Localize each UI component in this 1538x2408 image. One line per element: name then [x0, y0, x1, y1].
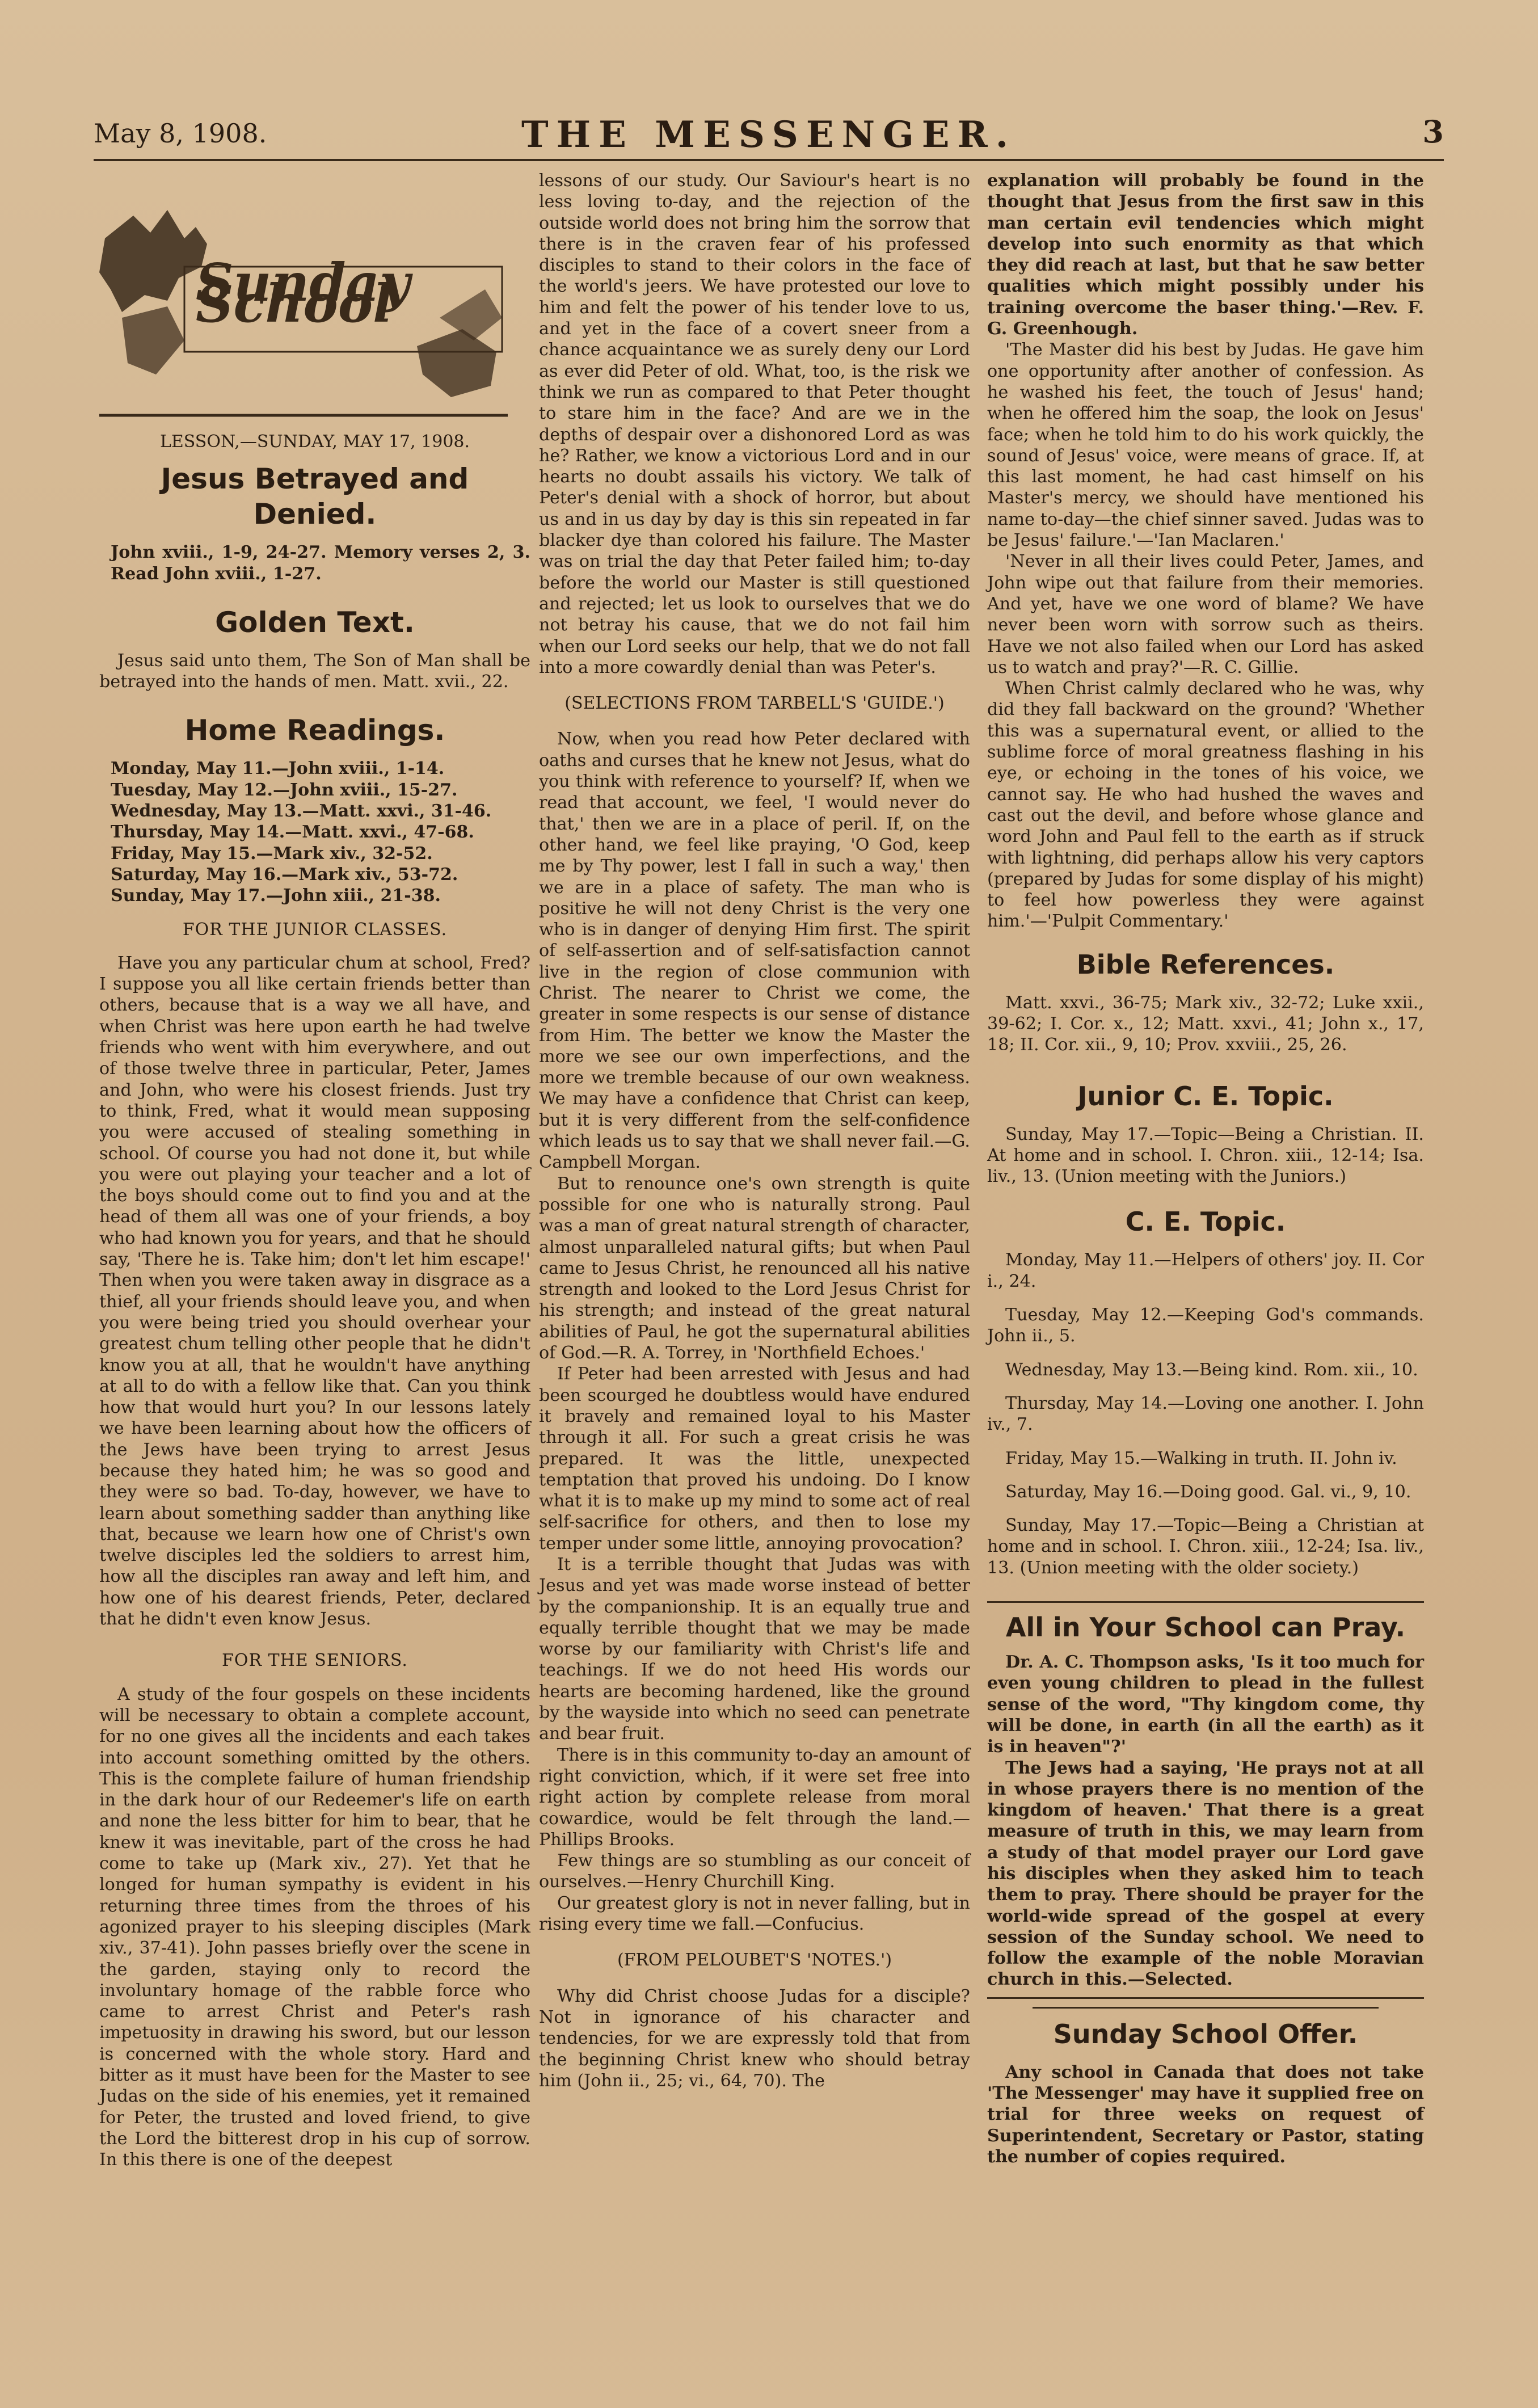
pray-paragraph: The Jews had a saying, 'He prays not at all in whose prayers there is no mention of the kingdom of heaven.' That there is a great measure of truth in this, we may learn from a study of that model prayer our Lord gave his disciples when they asked him to teach them to pray. There should be prayer for the world-wide spread of the gospel at every session of the Sunday school. We need to follow the example of the noble Moravian church in this.—Selected.: [987, 1758, 1424, 1990]
column-2-paragraph: But to renounce one's own strength is quite possible for one who is naturally strong. Paul was a man of great natural strength of character, almost unparalleled natural gifts; but when Paul came to Jesus Christ, he renounced all his native strength and looked to the Lord Jesus Christ for his strength; and instead of the great natural abilities of Paul, he got the supernatural abilities of God.—R. A. Torrey, in 'Northfield Echoes.': [539, 1173, 970, 1363]
golden-text-heading: Golden Text.: [215, 605, 415, 639]
bible-references-text: Matt. xxvi., 36-75; Mark xiv., 32-72; Luke xxii., 39-62; I. Cor. x., 12; Matt. xxvi., 41; John x., 17, 18; II. Cor. xii., 9, 10; Prov. xxviii., 25, 26.: [987, 992, 1424, 1055]
column-3-paragraph: explanation will probably be found in the thought that Jesus from the first saw in this man certain evil tendencies which might develop into such enormity as that which they did reach at last, but that he saw better qualities which might possibly under his training overcome the baser thing.'—Rev. F. G. Greenhough.: [987, 171, 1424, 339]
seniors-text: A study of the four gospels on these incidents will be necessary to obtain a complete account, for no one gives all the incidents and each takes into account something omitted by the others. This is the complete failure of human friendship in the dark hour of our Redeemer's life on earth and none the less bitter for him to bear, that he knew it was inevitable, part of the cross he had come to take up (Mark xiv., 27). Yet that he longed for human sympathy is evident in his returning three times from the throes of his agonized prayer to his sleeping disciples (Mark xiv., 37-41). John passes briefly over the scene in the garden, staying only to record the involuntary homage of the rabble force who came to arrest Christ and Peter's rash impetuosity in drawing his sword, but our lesson is concerned with the whole story. Hard and bitter as it must have been for the Master to see Judas on the side of his enemies, yet it remained for Peter, the trusted and loved friend, to give the Lord the bitterest drop in his cup of sorrow. In this there is one of the deepest: [99, 1684, 530, 2170]
column-2: [539, 170, 970, 2091]
column-3-paragraph: 'Never in all their lives could Peter, James, and John wipe out that failure from their memories. And yet, have we one word of blame? We have never been worn with sorrow such as theirs. Have we not also failed when our Lord has asked us to watch and pray?'—R. C. Gillie.: [987, 552, 1424, 677]
ce-topic-item: Friday, May 15.—Walking in truth. II. John iv.: [1005, 1448, 1397, 1468]
seniors-heading: FOR THE SENIORS.: [222, 1651, 408, 1671]
ce-topic-item: Sunday, May 17.—Topic—Being a Christian at home and in school. I. Chron. xiii., 12-24; Isa. liv., 13. (Union meeting with the older society.): [987, 1515, 1424, 1578]
ce-topic-item: Tuesday, May 12.—Keeping God's commands. John ii., 5.: [987, 1305, 1424, 1346]
column-1: [99, 170, 530, 2170]
junior-ce-topic-heading: Junior C. E. Topic.: [1077, 1080, 1334, 1112]
junior-classes-text: Have you any particular chum at school, Fred? I suppose you all like certain friends better than others, because that is a way we all have, and when Christ was here upon earth he had twelve friends who went with him everywhere, and out of those twelve three in particular, Peter, James and John, who were his closest friends. Just try to think, Fred, what it would mean supposing you were accused of stealing something in school. Of course you had not done it, but while you were out playing your teacher and a lot of the boys should come out to find you and at the head of them all was one of your friends, a boy who had known you for years, and that he should say, 'There he is. Take him; don't let him escape!' Then when you were taken away in disgrace as a thief, all your friends should leave you, and when you were being tried you should overhear your greatest chum telling other people that he didn't know you at all, that he wouldn't have anything at all to do with a fellow like that. Can you think how that would hurt you? In our lessons lately we have been learning about how the officers of the Jews have been trying to arrest Jesus because they hated him; he was so good and they were so bad. To-day, however, we have to learn about something sadder than anything like that, because we learn how one of Christ's own twelve disciples led the soldiers to arrest him, how all the disciples ran away and left him, and how one of his dearest friends, Peter, declared that he didn't even know Jesus.: [99, 953, 530, 1630]
ce-topic-heading: C. E. Topic.: [1125, 1206, 1286, 1237]
lesson-date-line: LESSON,—SUNDAY, MAY 17, 1908.: [159, 432, 470, 452]
logo-caption: Sunday School: [196, 252, 410, 335]
home-reading-item: Saturday, May 16.—Mark xiv., 53-72.: [111, 864, 458, 885]
home-reading-item: Friday, May 15.—Mark xiv., 32-52.: [111, 843, 433, 864]
home-reading-item: Wednesday, May 13.—Matt. xxvi., 31-46.: [111, 801, 492, 822]
golden-text: Jesus said unto them, The Son of Man shall be betrayed into the hands of men. Matt. xvii., 22.: [99, 650, 530, 692]
lesson-verses: John xviii., 1-9, 24-27. Memory verses 2, 3. Read John xviii., 1-27.: [111, 542, 530, 584]
tarbell-heading: (SELECTIONS FROM TARBELL'S 'GUIDE.'): [564, 693, 945, 714]
ce-topic-item: Thursday, May 14.—Loving one another. I. John iv., 7.: [987, 1393, 1424, 1435]
column-3: [987, 170, 1424, 2167]
peloubet-heading: (FROM PELOUBET'S 'NOTES.'): [617, 1950, 892, 1971]
pray-paragraph: Dr. A. C. Thompson asks, 'Is it too much for even young children to plead in the fullest sense of the word, "Thy kingdom come, thy will be done, in earth (in all the earth) as it is in heaven"?': [987, 1652, 1424, 1757]
home-readings-heading: Home Readings.: [184, 714, 445, 747]
junior-classes-heading: FOR THE JUNIOR CLASSES.: [182, 919, 448, 940]
home-reading-item: Thursday, May 14.—Matt. xxvi., 47-68.: [111, 822, 474, 843]
issue-date: May 8, 1908.: [94, 118, 267, 149]
column-2-paragraph: It is a terrible thought that Judas was with Jesus and yet was made worse instead of better by the companionship. It is an equally true and equally terrible thought that we may be made worse by our familiarity with Christ's life and teachings. If we do not heed His words our hearts are becoming hardened, like the ground by the wayside into which no seed can penetrate and bear fruit.: [539, 1555, 970, 1744]
home-reading-item: Sunday, May 17.—John xiii., 21-38.: [111, 886, 441, 906]
column-3-paragraph: 'The Master did his best by Judas. He gave him one opportunity after another of confession. As he washed his feet, the touch of Jesus' hand; when he offered him the soap, the look on Jesus' face; when he told him to do his work quickly, the sound of Jesus' voice, were means of grace. If, at this last moment, he had cast himself on his Master's mercy, we should have mentioned his name to-day—the chief sinner saved. Judas was to be Jesus' failure.'—'Ian Maclaren.': [987, 340, 1424, 551]
column-3-paragraph: When Christ calmly declared who he was, why did they fall backward on the ground? 'Whether this was a supernatural event, or allied to the sublime force of moral greatness flashing in his eye, or echoing in the tones of his voice, we cannot say. He who had hushed the waves and cast out the devil, and before whose glance and word John and Paul fell to the earth as if struck with lightning, did perhaps allow his very captors (prepared by Judas for some display of his might) to feel how powerless they were against him.'—'Pulpit Commentary.': [987, 679, 1424, 932]
section-divider: [1033, 2007, 1379, 2009]
ce-topic-item: Monday, May 11.—Helpers of others' joy. II. Cor i., 24.: [987, 1250, 1424, 1291]
column-2-paragraph: Now, when you read how Peter declared with oaths and curses that he knew not Jesus, what do you think with reference to yourself? If, when we read that account, we feel, 'I would never do that,' then we are in a place of peril. If, on the other hand, we feel like praying, 'O God, keep me by Thy power, lest I fall in such a way,' then we are in a place of safety. The man who is positive he will not deny Christ is the very one who is in danger of denying Him first. The spirit of self-assertion and of self-satisfaction cannot live in the region of close communion with Christ. The nearer to Christ we come, the greater in some respects is our sense of distance from Him. The better we know the Master the more we see our own imperfections, and the more we tremble because of our own weakness. We may have a confidence that Christ can keep, but it is very different from the self-confidence which leads us to say that we shall never fail.—G. Campbell Morgan.: [539, 729, 970, 1173]
sunday-school-offer-text: Any school in Canada that does not take 'The Messenger' may have it supplied free on trial for three weeks on request of Superintendent, Secretary or Pastor, stating the number of copies required.: [987, 2062, 1424, 2167]
pray-heading: All in Your School can Pray.: [1005, 1612, 1406, 1643]
sunday-school-offer-heading: Sunday School Offer.: [1053, 2018, 1358, 2049]
column-2-paragraph: Our greatest glory is not in never falling, but in rising every time we fall.—Confucius.: [539, 1893, 970, 1935]
column-2-paragraph: There is in this community to-day an amount of right conviction, which, if it were set free into right action by complete release from moral cowardice, would be felt through the land.—Phillips Brooks.: [539, 1745, 970, 1850]
home-reading-item: Tuesday, May 12.—John xviii., 15-27.: [111, 780, 458, 800]
column-2-paragraph: Why did Christ choose Judas for a disciple? Not in ignorance of his character and tendencies, for we are expressly told that from the beginning Christ knew who should betray him (John ii., 25; vi., 64, 70). The: [539, 1986, 970, 2091]
page-number: 3: [1422, 113, 1444, 150]
ce-topic-item: Wednesday, May 13.—Being kind. Rom. xii., 10.: [1005, 1359, 1418, 1380]
column-2-paragraph: Few things are so stumbling as our conceit of ourselves.—Henry Churchill King.: [539, 1851, 970, 1892]
paper-title: THE MESSENGER.: [521, 113, 1016, 156]
lesson-title: Jesus Betrayed and Denied.: [161, 462, 469, 531]
pray-box: [987, 1601, 1424, 1999]
ce-topic-item: Saturday, May 16.—Doing good. Gal. vi., 9, 10.: [1005, 1481, 1411, 1502]
sunday-school-logo: [99, 204, 508, 420]
bible-references-heading: Bible References.: [1076, 949, 1335, 980]
column-2-paragraph: If Peter had been arrested with Jesus and had been scourged he doubtless would have endured it bravely and remained loyal to his Master through it all. For such a great crisis he was prepared. It was the little, unexpected temptation that proved his undoing. Do I know what it is to make up my mind to some act of real self-sacrifice for others, and then to lose my temper under some little, annoying provocation?: [539, 1364, 970, 1554]
masthead: [94, 113, 1444, 161]
junior-ce-topic-text: Sunday, May 17.—Topic—Being a Christian. II. At home and in school. I. Chron. xiii., 12-14; Isa. liv., 13. (Union meeting with the Juniors.): [987, 1124, 1424, 1187]
column-2-paragraph: lessons of our study. Our Saviour's heart is no less loving to-day, and the rejection of the outside world does not bring him the sorrow that there is in the craven fear of his professed disciples to stand to their colors in the face of the world's jeers. We have protested our love to him and felt the power of his tender love to us, and yet in the face of a covert sneer from a chance acquaintance we as surely deny our Lord as ever did Peter of old. What, too, is the risk we think we run as compared to that Peter thought to stare him in the face? And are we in the depths of despair over a dishonored Lord as was he? Rather, we know a victorious Lord and in our hearts no doubt assails his victory. We talk of Peter's denial with a shock of horror, but about us and in us day by day is this sin repeated in far blacker dye than colored his failure. The Master was on trial the day that Peter failed him; to-day before the world our Master is still questioned and rejected; let us look to ourselves that we do not betray his cause, that we do not fail him when our Lord seeks our help, that we do not fall into a more cowardly denial than was Peter's.: [539, 171, 970, 677]
home-reading-item: Monday, May 11.—John xviii., 1-14.: [111, 759, 445, 779]
